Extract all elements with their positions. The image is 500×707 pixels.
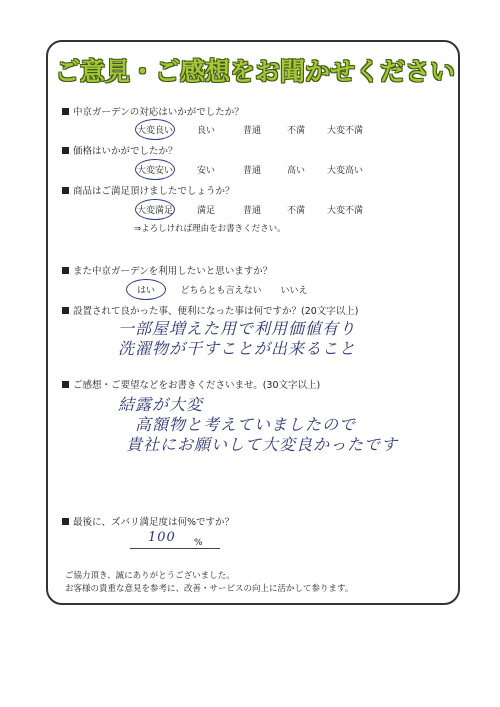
question-1 xyxy=(62,104,244,118)
question-2-label: 価格はいかがでしたか？ xyxy=(73,146,178,157)
option-normal[interactable]: 普通 xyxy=(242,126,261,136)
option-expensive[interactable]: 高い xyxy=(286,166,305,176)
option-dissatisfied[interactable]: 不満 xyxy=(286,126,305,136)
option-very-dissatisfied[interactable]: 大変不満 xyxy=(326,126,363,136)
option-very-cheap[interactable]: 大変安い xyxy=(125,163,185,176)
option-good[interactable]: 良い xyxy=(196,126,215,136)
option-normal[interactable]: 普通 xyxy=(242,206,261,216)
handwritten-answer-6-line-3: 貴社にお願いして大変良かったです xyxy=(126,435,399,454)
option-yes[interactable]: はい xyxy=(116,283,176,296)
option-dissatisfied[interactable]: 不満 xyxy=(286,206,305,216)
option-satisfied[interactable]: 満足 xyxy=(196,206,215,216)
option-cheap[interactable]: 安い xyxy=(196,166,215,176)
question-6 xyxy=(62,377,320,391)
bullet-square-icon xyxy=(62,147,69,154)
bullet-square-icon xyxy=(62,267,69,274)
option-very-good[interactable]: 大変良い xyxy=(125,123,185,136)
question-1-label: 中京ガーデンの対応はいかがでしたか？ xyxy=(73,107,244,118)
bullet-square-icon xyxy=(62,307,69,314)
question-6-label: ご感想・ご要望などをお書きくださいませ。(30文字以上) xyxy=(73,380,321,391)
handwritten-answer-5-line-2: 洗濯物が干すことが出来ること xyxy=(118,339,357,358)
question-7 xyxy=(62,514,234,528)
question-3 xyxy=(62,183,235,197)
handwritten-answer-6-line-1: 結露が大変 xyxy=(118,395,204,414)
handwritten-satisfaction-value: 100 xyxy=(148,530,176,545)
option-very-satisfied[interactable]: 大変満足 xyxy=(125,203,185,216)
footer-thanks: ご協力頂き、誠にありがとうございました。 xyxy=(65,571,235,581)
question-4-label: また中京ガーデンを利用したいと思いますか？ xyxy=(73,266,273,277)
question-5-label: 設置されて良かった事、便利になった事は何ですか？(20文字以上) xyxy=(73,306,359,317)
question-2 xyxy=(62,143,178,157)
option-very-dissatisfied[interactable]: 大変不満 xyxy=(326,206,363,216)
question-7-label: 最後に、ズバリ満足度は何%ですか？ xyxy=(73,517,235,528)
option-very-expensive[interactable]: 大変高い xyxy=(326,166,363,176)
option-normal[interactable]: 普通 xyxy=(242,166,261,176)
handwritten-answer-5-line-1: 一部屋増えた用で利用価値有り xyxy=(118,319,357,338)
satisfaction-underline xyxy=(130,548,220,549)
bullet-square-icon xyxy=(62,187,69,194)
reason-prompt: ⇒よろしければ理由をお書きください。 xyxy=(134,224,286,234)
survey-title: ご意見・ご感想をお聞かせください xyxy=(54,57,455,86)
bullet-square-icon xyxy=(62,108,69,115)
percent-unit: % xyxy=(194,538,203,548)
handwritten-answer-6-line-2: 高額物と考えていましたので xyxy=(135,415,357,434)
question-5 xyxy=(62,303,359,317)
question-3-label: 商品はご満足頂けましたでしょうか？ xyxy=(73,186,235,197)
footer-improvement-note: お客様の貴重な意見を参考に、改善・サービスの向上に活かして参ります。 xyxy=(65,584,354,594)
question-4 xyxy=(62,263,272,277)
option-no[interactable]: いいえ xyxy=(280,286,308,296)
option-neither[interactable]: どちらとも言えない xyxy=(180,286,262,296)
bullet-square-icon xyxy=(62,518,69,525)
bullet-square-icon xyxy=(62,381,69,388)
